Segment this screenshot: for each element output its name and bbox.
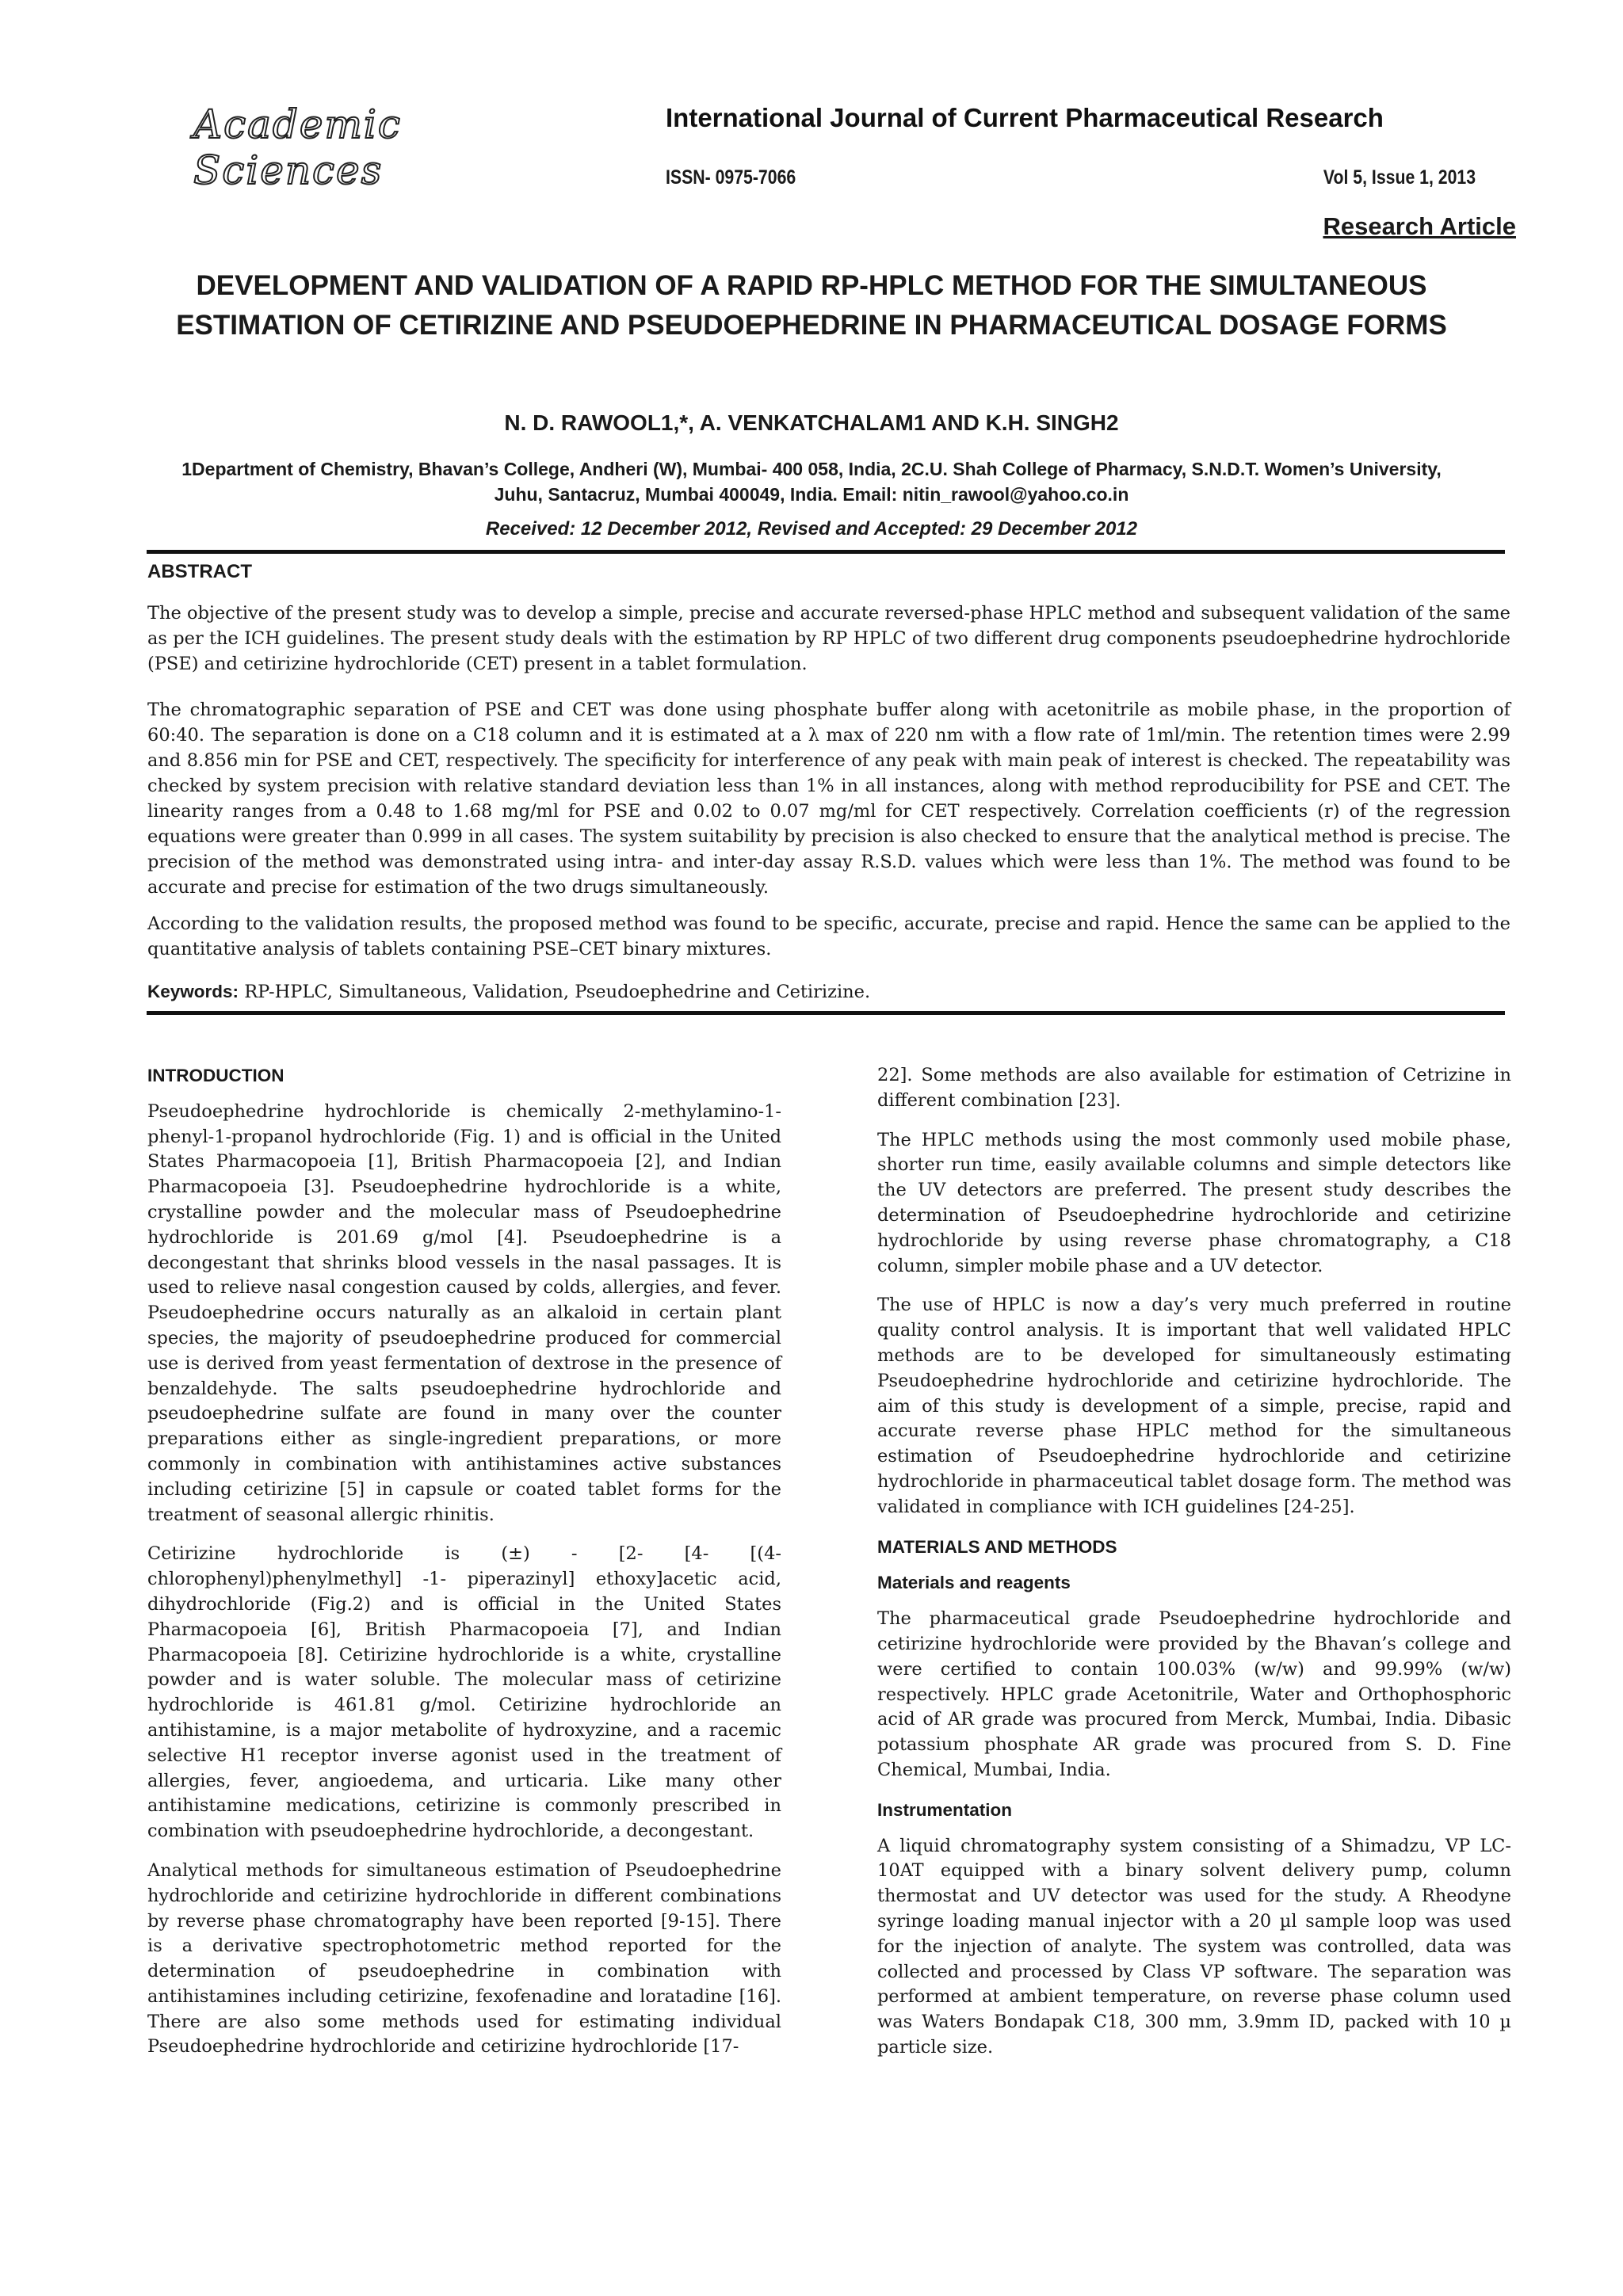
received-dates: Received: 12 December 2012, Revised and Accepted: 29 December 2012: [485, 518, 1138, 540]
materials-paragraph: The pharmaceutical grade Pseudoephedrine hydrochloride and cetirizine hydrochloride were provided by the Bhavan’s college and were certified to contain 100.03% (w/w) and 99.99% (w/w) respectively. HPLC grade Acetonitrile, Water and Orthophosphoric acid of AR grade was procured from Merck, Mumbai, India. Dibasic potassium phosphate AR grade was procured from S. D. Fine Chemical, Mumbai, India.: [877, 1608, 1511, 1780]
intro-paragraph-2: Cetirizine hydrochloride is (±) - [2- [4- [(4-chlorophenyl)phenylmethyl] -1- piperazinyl] ethoxy]acetic acid, dihydrochloride (Fig.2) and is official in the United States Pharmacopoeia [6], British Pharmacopoeia [7], and Indian Pharmacopoeia [8]. Cetirizine hydrochloride is a white, crystalline powder and is water soluble. The molecular mass of cetirizine hydrochloride is 461.81 g/mol. Cetirizine hydrochloride an antihistamine, is a major metabolite of hydroxyzine, and a racemic selective H1 receptor inverse agonist used in the treatment of allergies, fever, angioedema, and urticaria. Like many other antihistamine medications, cetirizine is commonly prescribed in combination with pseudoephedrine hydrochloride, a decongestant.: [147, 1543, 781, 1842]
instrumentation-paragraph: A liquid chromatography system consisting of a Shimadzu, VP LC-10AT equipped with a binary solvent delivery pump, column thermostat and UV detector was used for the study. A Rheodyne syringe loading manual injector with a 20 µl sample loop was used for the injection of analyte. The system was controlled, data was collected and processed by Class VP software. The separation was performed at ambient temperature, on reverse phase column used was Waters Bondapak C18, 300 mm, 3.9mm ID, packed with 10 µ particle size.: [877, 1835, 1511, 2058]
introduction-heading: INTRODUCTION: [147, 1066, 285, 1085]
instrumentation-heading: Instrumentation: [877, 1799, 1013, 1820]
title-line-2: ESTIMATION OF CETIRIZINE AND PSEUDOEPHEDRINE IN PHARMACEUTICAL DOSAGE FORMS: [176, 310, 1447, 341]
publisher-logo: Academic Sciences: [193, 101, 402, 193]
intro-paragraph-3: Analytical methods for simultaneous estimation of Pseudoephedrine hydrochloride and cetirizine hydrochloride in different combinations by reverse phase chromatography have been reported [9-15]. There is a derivative spectrophotometric method reported for the determination of pseudoephedrine in combination with antihistamines including cetirizine, fexofenadine and loratadine [16]. There are also some methods used for estimating individual Pseudoephedrine hydrochloride and cetirizine hydrochloride [17-: [147, 1859, 781, 2058]
abstract-paragraph-1: The objective of the present study was to develop a simple, precise and accurate reversed-phase HPLC method and subsequent validation of the same as per the ICH guidelines. The present study deals with the estimation by RP HPLC of two different drug components pseudoephedrine hydrochloride (PSE) and cetirizine hydrochloride (CET) present in a tablet formulation.: [147, 603, 1510, 674]
right-paragraph-3: The use of HPLC is now a day’s very much preferred in routine quality control analysis. It is important that well validated HPLC methods are to be developed for simultaneously estimating Pseudoephedrine hydrochloride and cetirizine hydrochloride. The aim of this study is development of a simple, precise, rapid and accurate reverse phase HPLC method for the simultaneous estimation of Pseudoephedrine hydrochloride and cetirizine hydrochloride in pharmaceutical tablet dosage form. The method was validated in compliance with ICH guidelines [24-25].: [877, 1295, 1511, 1517]
article-type: Research Article: [1323, 212, 1516, 240]
authors: N. D. RAWOOL1,*, A. VENKATCHALAM1 AND K.H. SINGH2: [504, 410, 1119, 435]
paper-title: [95, 266, 1528, 345]
right-column: [877, 1063, 1511, 2075]
abstract-heading: ABSTRACT: [147, 561, 252, 582]
abstract-paragraph-2: The chromatographic separation of PSE and CET was done using phosphate buffer along with acetonitrile as mobile phase, in the proportion of 60:40. The separation is done on a C18 column and it is estimated at a λ max of 220 nm with a flow rate of 1ml/min. The retention times were 2.99 and 8.856 min for PSE and CET, respectively. The specificity for interference of any peak with main peak of interest is checked. The repeatability was checked by system precision with relative standard deviation less than 1% in all instances, along with method reproducibility for PSE and CET. The linearity ranges from a 0.48 to 1.68 mg/ml for PSE and 0.02 to 0.07 mg/ml for CET respectively. Correlation coefficients (r) of the regression equations were greater than 0.999 in all cases. The system suitability by precision is also checked to ensure that the analytical method is precise. The precision of the method was demonstrated using intra- and inter-day assay R.S.D. values which were less than 1%. The method was found to be accurate and precise for estimation of the two drugs simultaneously.: [147, 700, 1510, 898]
issn: ISSN- 0975-7066: [666, 166, 796, 189]
abstract-paragraph-3: According to the validation results, the proposed method was found to be specific, accurate, precise and rapid. Hence the same can be applied to the quantitative analysis of tablets containing PSE–CET binary mixtures.: [147, 913, 1510, 959]
affiliations: 1Department of Chemistry, Bhavan’s College, Andheri (W), Mumbai- 400 058, India, 2C.U. Shah College of Pharmacy, S.N.D.T. Women’s University, Juhu, Santacruz, Mumbai 400049, India. Email: nitin_rawool@yahoo.co.in: [181, 459, 1442, 505]
keywords-label: Keywords:: [147, 982, 239, 1001]
divider-top: [147, 550, 1505, 554]
keywords-text: RP-HPLC, Simultaneous, Validation, Pseudoephedrine and Cetirizine.: [244, 982, 871, 1002]
materials-heading: Materials and reagents: [877, 1573, 1071, 1593]
title-line-1: DEVELOPMENT AND VALIDATION OF A RAPID RP-HPLC METHOD FOR THE SIMULTANEOUS: [196, 270, 1427, 301]
left-column: [147, 1063, 781, 2074]
volume-issue: Vol 5, Issue 1, 2013: [1323, 166, 1476, 189]
methods-heading: MATERIALS AND METHODS: [877, 1536, 1117, 1557]
intro-paragraph-1: Pseudoephedrine hydrochloride is chemically 2-methylamino-1-phenyl-1-propanol hydrochloride (Fig. 1) and is official in the United States Pharmacopoeia [1], British Pharmacopoeia [2], and Indian Pharmacopoeia [3]. Pseudoephedrine hydrochloride is a white, crystalline powder and the molecular mass of Pseudoephedrine hydrochloride is 201.69 g/mol [4]. Pseudoephedrine is a decongestant that shrinks blood vessels in the nasal passages. It is used to relieve nasal congestion caused by colds, allergies, and fever. Pseudoephedrine occurs naturally as an alkaloid in certain plant species, the majority of pseudoephedrine produced for commercial use is derived from yeast fermentation of dextrose in the presence of benzaldehyde. The salts pseudoephedrine hydrochloride and pseudoephedrine sulfate are found in many over the counter preparations either as single-ingredient preparations, or more commonly in combination with antihistamines active substances including cetirizine [5] in capsule or coated tablet forms for the treatment of seasonal allergic rhinitis.: [147, 1100, 781, 1525]
right-paragraph-2: The HPLC methods using the most commonly used mobile phase, shorter run time, easily available columns and simple detectors like the UV detectors are preferred. The present study describes the determination of Pseudoephedrine hydrochloride and cetirizine hydrochloride by using reverse phase chromatography, a C18 column, simpler mobile phase and a UV detector.: [877, 1129, 1511, 1276]
keywords: [147, 979, 1510, 1005]
divider-bottom: [147, 1011, 1505, 1015]
journal-name: International Journal of Current Pharmaceutical Research: [666, 103, 1384, 132]
right-paragraph-1: 22]. Some methods are also available for estimation of Cetrizine in different combination [23].: [877, 1065, 1511, 1111]
